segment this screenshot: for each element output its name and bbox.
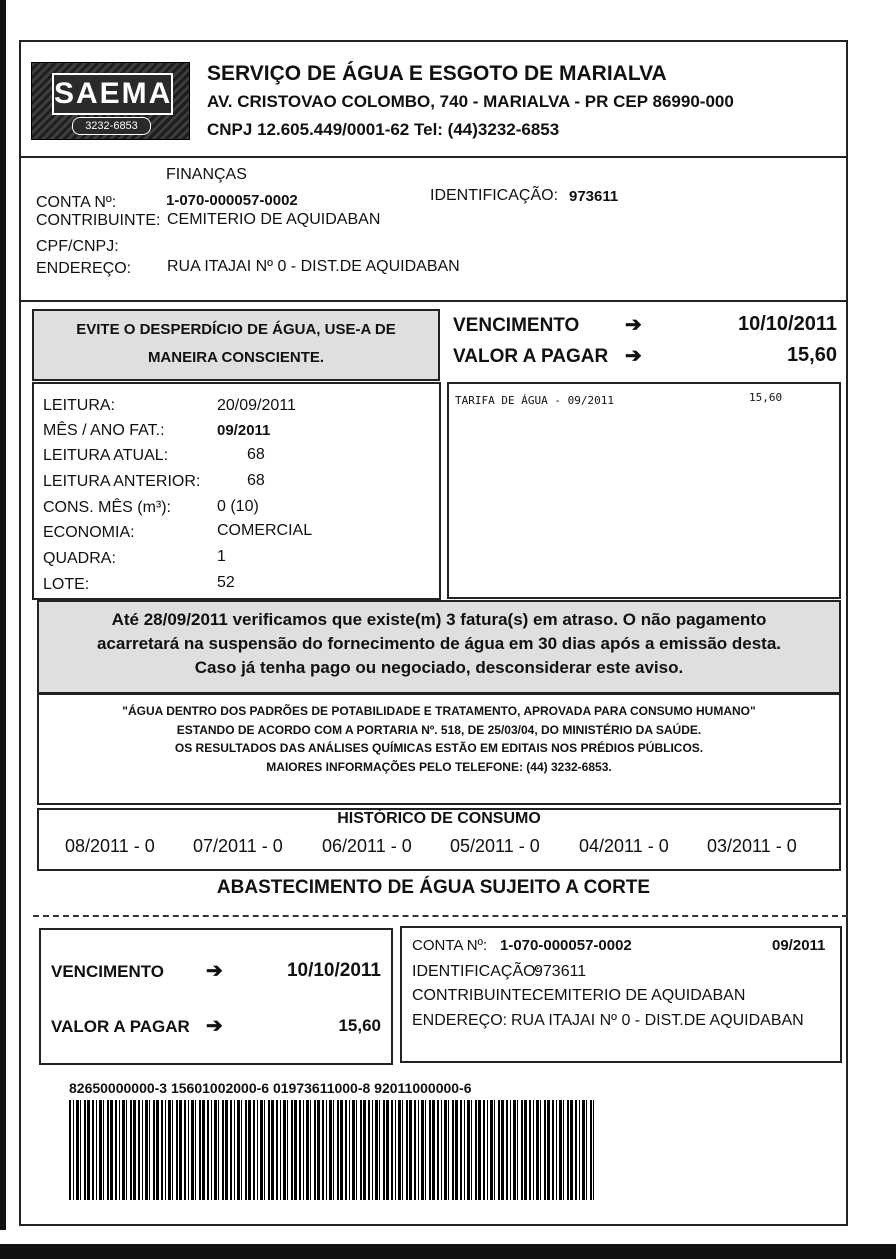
cpf-label: CPF/CNPJ: (36, 238, 119, 255)
atual-label: LEITURA ATUAL: (43, 447, 169, 464)
notice-line-1: EVITE O DESPERDÍCIO DE ÁGUA, USE-A DE (76, 321, 396, 338)
section-label: FINANÇAS (166, 166, 247, 183)
leitura-value: 20/09/2011 (217, 397, 296, 414)
quality-line-3: OS RESULTADOS DAS ANÁLISES QUÍMICAS ESTÃO EM EDITAIS NOS PRÉDIOS PÚBLICOS. (174, 741, 704, 755)
left-scan-edge (0, 0, 6, 1230)
quality-line-4: MAIORES INFORMAÇÕES PELO TELEFONE: (44) 3232-6853. (266, 760, 612, 774)
mes-label: MÊS / ANO FAT.: (43, 422, 165, 439)
tear-line (33, 915, 848, 917)
company-address: AV. CRISTOVAO COLOMBO, 740 - MARIALVA - PR CEP 86990-000 (207, 92, 734, 111)
stub-contrib-label: CONTRIBUINTE: (412, 987, 537, 1004)
history-item: 05/2011 - 0 (450, 836, 540, 856)
arrow-icon: ➔ (625, 345, 642, 367)
leitura-label: LEITURA: (43, 397, 116, 414)
quality-line-1: "ÁGUA DENTRO DOS PADRÕES DE POTABILIDADE E TRATAMENTO, APROVADA PARA CONSUMO HUMANO" (122, 704, 756, 718)
water-quality-box (37, 692, 841, 805)
conta-label: CONTA Nº: (36, 194, 117, 211)
consumption-history (37, 808, 841, 871)
ident-label: IDENTIFICAÇÃO: (430, 187, 559, 204)
warning-line-1: Até 28/09/2011 verificamos que existe(m) 3 fatura(s) em atraso. O não pagamento (111, 610, 767, 629)
history-item: 08/2011 - 0 (65, 836, 155, 856)
conta-value: 1-070-000057-0002 (166, 192, 298, 209)
logo-text: SAEMA (52, 73, 173, 115)
logo-phone: 3232-6853 (72, 117, 151, 135)
stub-due-value: 10/10/2011 (286, 960, 381, 981)
stub-account-box (400, 926, 842, 1063)
history-item: 07/2011 - 0 (193, 836, 283, 856)
company-cnpj-tel: CNPJ 12.605.449/0001-62 Tel: (44)3232-6853 (207, 120, 560, 139)
history-item: 04/2011 - 0 (579, 836, 669, 856)
anterior-label: LEITURA ANTERIOR: (43, 473, 201, 490)
barcode-digits: 82650000000-3 15601002000-6 01973611000-8 92011000000-6 (69, 1080, 472, 1096)
economia-label: ECONOMIA: (43, 524, 135, 541)
amount-value: 15,60 (786, 344, 837, 366)
stub-conta-label: CONTA Nº: (412, 937, 488, 954)
stub-contrib-value: CEMITERIO DE AQUIDABAN (532, 987, 746, 1004)
warning-line-3: Caso já tenha pago ou negociado, desconsiderar este aviso. (194, 658, 684, 677)
stub-payment-box (39, 928, 393, 1065)
arrow-icon: ➔ (206, 960, 223, 982)
charges-box (447, 382, 841, 599)
endereco-label: ENDEREÇO: (36, 260, 132, 277)
stub-conta-value: 1-070-000057-0002 (500, 937, 632, 954)
overdue-warning (37, 600, 841, 695)
barcode (69, 1100, 594, 1200)
stub-endereco-value: RUA ITAJAI Nº 0 - DIST.DE AQUIDABAN (511, 1012, 804, 1029)
stub-amount-value: 15,60 (338, 1016, 381, 1035)
history-title: HISTÓRICO DE CONSUMO (337, 810, 541, 827)
conscious-use-notice (32, 309, 440, 381)
cons-label: CONS. MÊS (m³): (43, 499, 171, 516)
lote-label: LOTE: (43, 576, 90, 593)
company-title: SERVIÇO DE ÁGUA E ESGOTO DE MARIALVA (207, 62, 667, 85)
contrib-value: CEMITERIO DE AQUIDABAN (167, 211, 381, 228)
stub-ident-label: IDENTIFICAÇÃO: (412, 963, 541, 980)
amount-label: VALOR A PAGAR (453, 346, 609, 367)
stub-due-label: VENCIMENTO (51, 962, 165, 981)
ident-value: 973611 (569, 188, 619, 205)
history-item: 03/2011 - 0 (707, 836, 797, 856)
warning-line-2: acarretará na suspensão do fornecimento de água em 30 dias após a emissão desta. (96, 634, 782, 653)
header-section (19, 40, 848, 158)
quadra-value: 1 (217, 548, 226, 565)
cons-value: 0 (10) (217, 498, 259, 515)
arrow-icon: ➔ (206, 1015, 223, 1037)
notice-line-2: MANEIRA CONSCIENTE. (147, 349, 325, 366)
arrow-icon: ➔ (625, 314, 642, 336)
mes-value: 09/2011 (217, 422, 271, 439)
due-date-label: VENCIMENTO (453, 315, 580, 336)
saema-logo (31, 62, 190, 140)
history-item: 06/2011 - 0 (322, 836, 412, 856)
stub-reference: 09/2011 (772, 937, 826, 954)
endereco-value: RUA ITAJAI Nº 0 - DIST.DE AQUIDABAN (167, 258, 460, 275)
reading-box (32, 382, 441, 600)
quality-line-2: ESTANDO DE ACORDO COM A PORTARIA Nº. 518, DE 25/03/04, DO MINISTÉRIO DA SAÚDE. (176, 723, 702, 737)
anterior-value: 68 (247, 472, 265, 489)
due-date-value: 10/10/2011 (738, 313, 837, 335)
charge-item: TARIFA DE ÁGUA - 09/2011 (455, 394, 614, 407)
charge-amount: 15,60 (749, 391, 783, 404)
divider (19, 300, 848, 302)
account-section (19, 158, 848, 300)
lote-value: 52 (217, 574, 235, 591)
economia-value: COMERCIAL (217, 522, 313, 539)
quadra-label: QUADRA: (43, 550, 116, 567)
supply-cut-notice: ABASTECIMENTO DE ÁGUA SUJEITO A CORTE (216, 877, 651, 898)
stub-endereco-label: ENDEREÇO: (412, 1012, 508, 1029)
contrib-label: CONTRIBUINTE: (36, 212, 161, 229)
bottom-scan-edge (0, 1244, 896, 1259)
atual-value: 68 (247, 446, 265, 463)
stub-amount-label: VALOR A PAGAR (51, 1017, 190, 1036)
stub-ident-value: 973611 (534, 963, 587, 980)
